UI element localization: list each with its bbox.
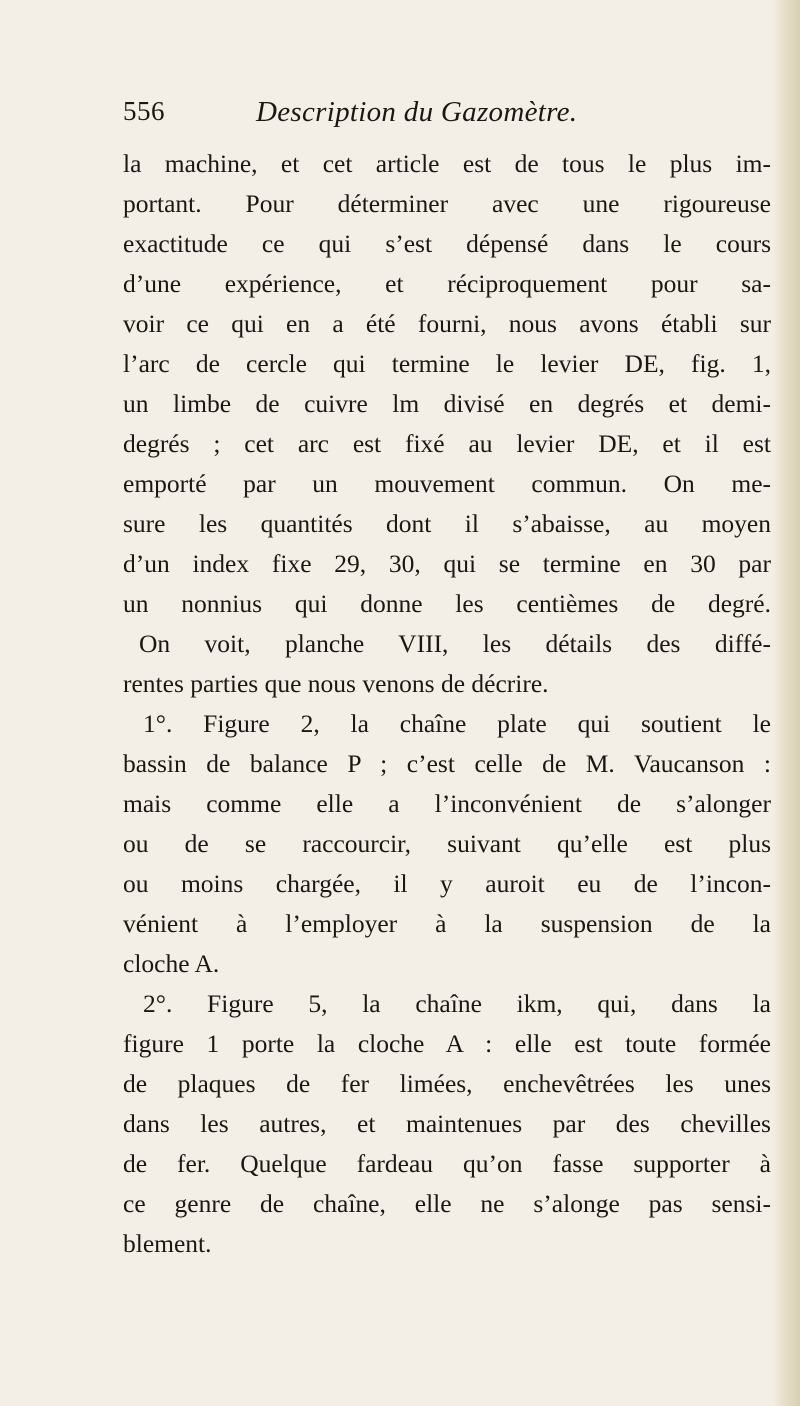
- text-line: de plaques de fer limées, enchevêtrées les unes: [123, 1069, 771, 1098]
- text-line: On voit, planche VIII, les détails des diffé-: [139, 629, 771, 658]
- text-line: exactitude ce qui s’est dépensé dans le cours: [123, 229, 771, 258]
- text-line: dans les autres, et maintenues par des chevilles: [123, 1109, 771, 1138]
- text-line: mais comme elle a l’inconvénient de s’alonger: [123, 789, 771, 818]
- text-line: d’un index fixe 29, 30, qui se termine en 30 par: [123, 549, 771, 578]
- text-line: emporté par un mouvement commun. On me-: [123, 469, 771, 498]
- text-line: 2°. Figure 5, la chaîne ikm, qui, dans la: [143, 989, 771, 1018]
- text-line: ou moins chargée, il y auroit eu de l’incon-: [123, 869, 771, 898]
- text-line: ce genre de chaîne, elle ne s’alonge pas sensi-: [123, 1189, 771, 1218]
- text-line: figure 1 porte la cloche A : elle est toute formée: [123, 1029, 771, 1058]
- text-line: 1°. Figure 2, la chaîne plate qui soutient le: [143, 709, 771, 738]
- text-line: un nonnius qui donne les centièmes de degré.: [123, 589, 771, 618]
- text-line: degrés ; cet arc est fixé au levier DE, et il est: [123, 429, 771, 458]
- text-line: rentes parties que nous venons de décrire.: [123, 669, 549, 698]
- text-line: sure les quantités dont il s’abaisse, au moyen: [123, 509, 771, 538]
- body-text: [123, 144, 771, 1264]
- text-line: bassin de balance P ; c’est celle de M. Vaucanson :: [123, 749, 771, 778]
- page-header: [123, 96, 683, 136]
- page-edge-shadow: [772, 0, 800, 1406]
- text-line: un limbe de cuivre lm divisé en degrés et demi-: [123, 389, 771, 418]
- text-line: l’arc de cercle qui termine le levier DE, fig. 1,: [123, 349, 771, 378]
- text-line: la machine, et cet article est de tous le plus im-: [123, 149, 771, 178]
- text-line: portant. Pour déterminer avec une rigoureuse: [123, 189, 771, 218]
- text-line: voir ce qui en a été fourni, nous avons établi sur: [123, 309, 771, 338]
- text-line: d’une expérience, et réciproquement pour sa-: [123, 269, 771, 298]
- text-line: ou de se raccourcir, suivant qu’elle est plus: [123, 829, 771, 858]
- page-number: 556: [123, 96, 165, 126]
- text-line: vénient à l’employer à la suspension de la: [123, 909, 771, 938]
- text-line: cloche A.: [123, 949, 220, 978]
- text-line: blement.: [123, 1229, 212, 1258]
- text-line: de fer. Quelque fardeau qu’on fasse supporter à: [123, 1149, 771, 1178]
- running-title: Description du Gazomètre.: [256, 96, 578, 128]
